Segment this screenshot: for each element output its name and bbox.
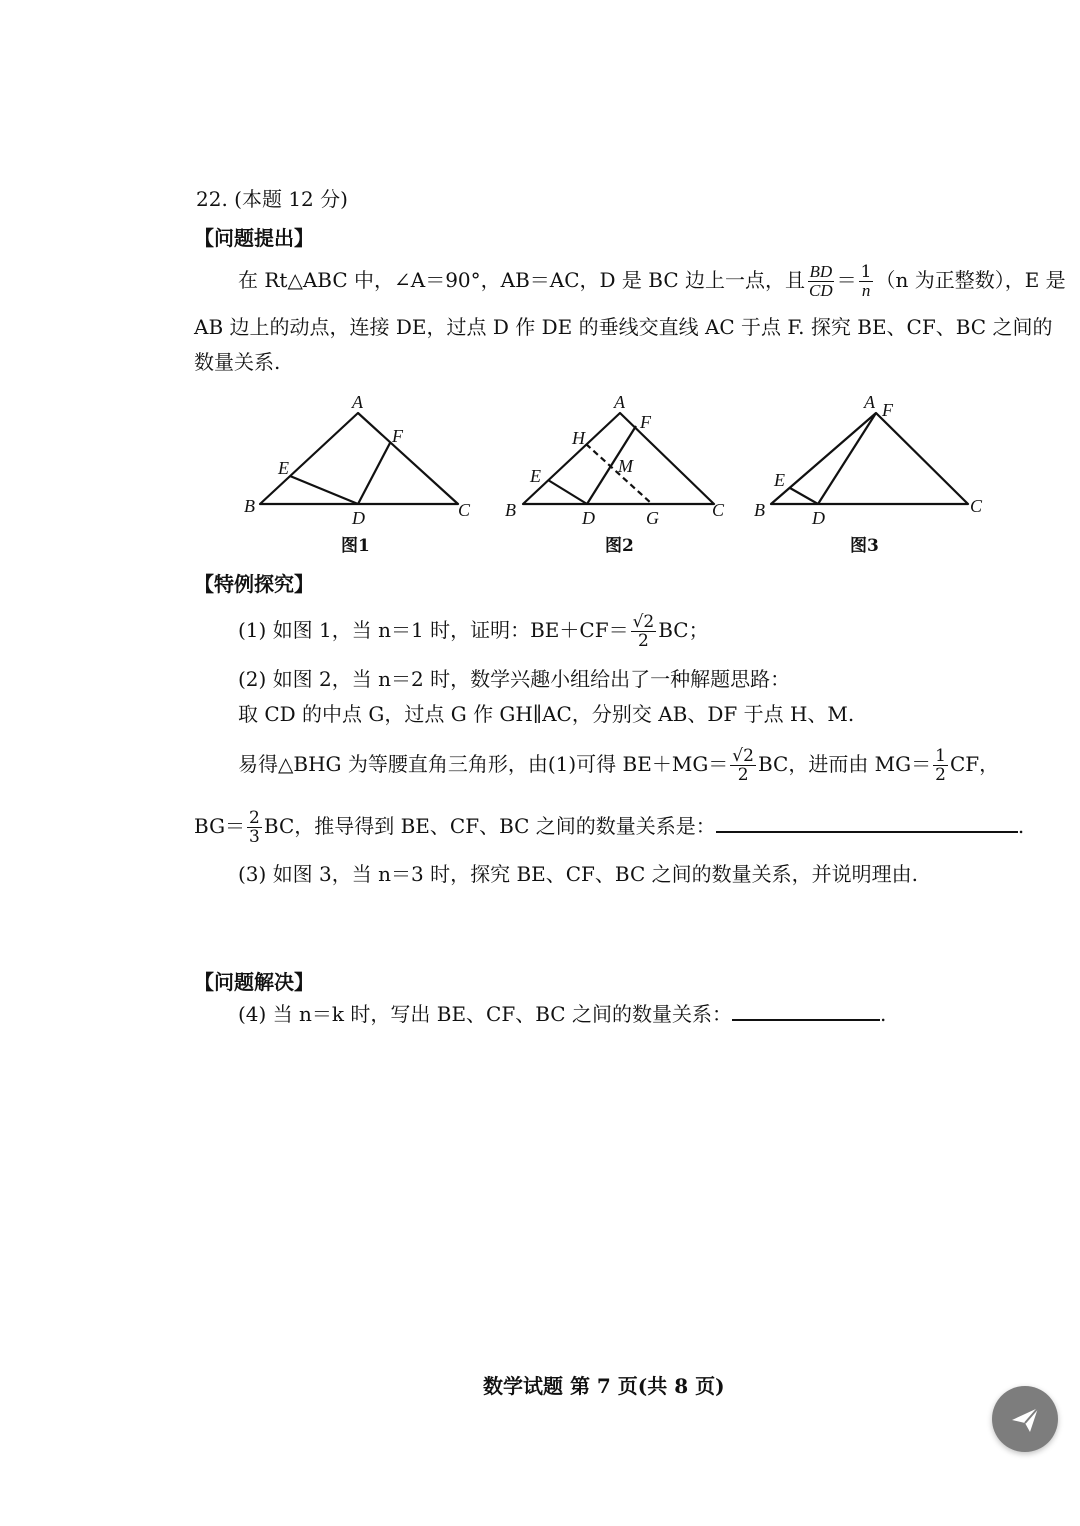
ratio-bd-cd	[807, 263, 835, 300]
label-b: B	[505, 500, 516, 520]
frac-den: 2	[737, 765, 749, 785]
frac-den: CD	[809, 281, 833, 300]
question-number: 22. (本题 12 分)	[196, 187, 348, 211]
part-1-text: (1) 如图 1，当 n＝1 时，证明：BE＋CF＝	[238, 618, 629, 642]
segment-df	[818, 413, 876, 504]
fraction-sqrt2-over-2	[631, 613, 657, 650]
label-c: C	[712, 500, 725, 520]
label-f: F	[640, 412, 651, 432]
label-e: E	[774, 470, 785, 490]
intro-line-2: AB 边上的动点，连接 DE，过点 D 作 DE 的垂线交直线 AC 于点 F. 探究 BE、CF、BC 之间的	[194, 315, 1053, 339]
frac-den: n	[861, 281, 871, 300]
part-2-line-3-a: 易得△BHG 为等腰直角三角形，由(1)可得 BE＋MG＝	[238, 752, 729, 776]
intro-line-1	[238, 262, 1066, 300]
ratio-1-n	[859, 263, 874, 300]
intro-line-3: 数量关系.	[194, 350, 281, 374]
section-heading-propose: 【问题提出】	[194, 226, 314, 250]
frac-num: 2	[249, 808, 260, 828]
label-b: B	[244, 496, 255, 516]
figure-2	[500, 388, 740, 538]
part-4-text: (4) 当 n＝k 时，写出 BE、CF、BC 之间的数量关系：	[238, 1002, 732, 1026]
segment-df	[358, 443, 390, 504]
part-2-line-4-b: BC，推导得到 BE、CF、BC 之间的数量关系是：	[263, 814, 716, 838]
segment-de	[790, 488, 818, 504]
label-f: F	[882, 400, 893, 420]
part-2-line-3-c: CF，	[949, 752, 1000, 776]
frac-den: 2	[935, 765, 946, 785]
frac-num: BD	[809, 262, 833, 281]
frac-den: 3	[249, 827, 260, 847]
frac-num: 1	[860, 262, 872, 282]
segment-de	[290, 476, 358, 504]
send-icon	[1008, 1402, 1042, 1436]
part-1-tail: BC；	[658, 618, 709, 642]
label-d: D	[352, 508, 365, 528]
frac-num: √2	[632, 612, 655, 632]
triangle-abc	[260, 413, 458, 504]
label-d: D	[582, 508, 595, 528]
part-2-line-3	[238, 744, 999, 784]
figure-1	[236, 388, 486, 538]
frac-num: 1	[935, 746, 946, 766]
figure-3	[746, 388, 996, 538]
figure-1-caption: 图1	[341, 536, 370, 556]
label-m: M	[618, 456, 633, 476]
answer-blank-part-2[interactable]	[716, 813, 1018, 833]
intro-text-b: （n 为正整数），E 是	[875, 268, 1066, 292]
label-a: A	[864, 392, 875, 412]
part-2-line-3-b: BC，进而由 MG＝	[757, 752, 932, 776]
label-a: A	[352, 392, 363, 412]
label-c: C	[970, 496, 983, 516]
part-4	[238, 1000, 886, 1028]
page-footer: 数学试题 第 7 页(共 8 页)	[483, 1374, 725, 1398]
label-f: F	[392, 426, 403, 446]
part-1	[238, 610, 709, 650]
section-heading-solve: 【问题解决】	[194, 970, 314, 994]
part-3: (3) 如图 3，当 n＝3 时，探究 BE、CF、BC 之间的数量关系，并说明理由.	[238, 862, 919, 886]
part-2-line-4	[194, 806, 1024, 846]
frac-den: 2	[637, 631, 649, 651]
label-g: G	[646, 508, 659, 528]
intro-text-a: 在 Rt△ABC 中，∠A＝90°，AB＝AC，D 是 BC 边上一点，且	[238, 268, 806, 292]
answer-blank-part-4[interactable]	[732, 1001, 880, 1021]
fraction-sqrt2-over-2	[730, 747, 756, 784]
label-a: A	[614, 392, 625, 412]
figure-3-caption: 图3	[850, 536, 879, 556]
figure-2-caption: 图2	[605, 536, 634, 556]
equals-sign: ＝	[836, 268, 857, 292]
label-c: C	[458, 500, 471, 520]
segment-de	[548, 480, 587, 504]
part-2-line-1: (2) 如图 2，当 n＝2 时，数学兴趣小组给出了一种解题思路：	[238, 667, 791, 691]
label-b: B	[754, 500, 765, 520]
label-e: E	[278, 458, 289, 478]
label-e: E	[530, 466, 541, 486]
part-2-line-4-end: .	[1017, 814, 1025, 838]
section-heading-special: 【特例探究】	[194, 572, 314, 596]
part-4-end: .	[879, 1002, 887, 1026]
frac-num: √2	[732, 746, 754, 766]
floating-send-button[interactable]	[992, 1386, 1058, 1452]
triangle-abc	[771, 413, 968, 504]
fraction-2-over-3	[247, 809, 262, 846]
part-2-line-4-a: BG＝	[194, 814, 246, 838]
part-2-line-2: 取 CD 的中点 G，过点 G 作 GH∥AC，分别交 AB、DF 于点 H、M.	[238, 702, 855, 726]
fraction-1-over-2	[933, 747, 948, 784]
label-d: D	[812, 508, 825, 528]
label-h: H	[572, 428, 585, 448]
